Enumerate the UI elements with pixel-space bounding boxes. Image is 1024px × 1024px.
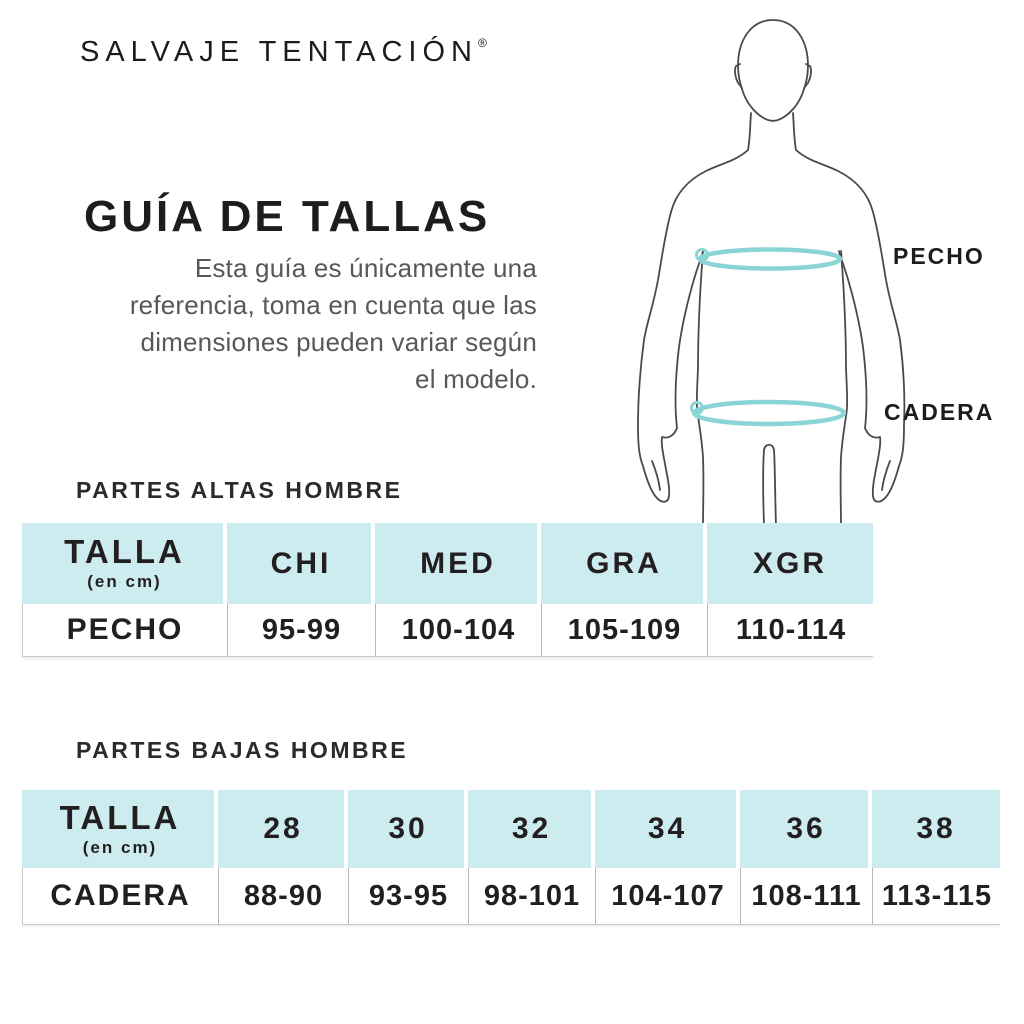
measurement-value-cell: 104-107 — [596, 868, 741, 924]
section-title-partes-bajas: PARTES BAJAS HOMBRE — [76, 737, 409, 763]
neck-right — [793, 113, 796, 150]
guide-description — [55, 250, 537, 398]
male-body-outline-figure — [600, 14, 1020, 528]
arm-right — [796, 150, 904, 502]
size-column-header: MED — [375, 523, 541, 604]
measurement-value-cell: 113-115 — [873, 868, 1001, 924]
size-column-header: 34 — [595, 790, 740, 868]
table-header-row — [22, 523, 873, 604]
talla-label: TALLA — [59, 798, 181, 836]
size-column-header: GRA — [541, 523, 707, 604]
brand-name: SALVAJE TENTACIÓN — [80, 36, 478, 68]
size-column-header-talla — [22, 523, 227, 604]
size-column-header: 30 — [348, 790, 468, 868]
size-column-header: 32 — [468, 790, 595, 868]
registered-trademark-symbol: ® — [477, 36, 487, 50]
description-line: referencia, toma en cuenta que las — [129, 290, 537, 320]
table-data-row — [22, 868, 1000, 925]
size-column-header: 28 — [218, 790, 348, 868]
body-outline — [638, 20, 904, 525]
arm-left — [638, 150, 748, 502]
measurement-value-cell: 95-99 — [228, 604, 376, 656]
size-column-header: XGR — [707, 523, 873, 604]
measurement-value-cell: 93-95 — [349, 868, 469, 924]
hip-label: CADERA — [884, 399, 995, 425]
measurement-row-label: CADERA — [23, 868, 219, 924]
description-line: el modelo. — [415, 364, 537, 394]
measurement-value-cell: 88-90 — [219, 868, 349, 924]
measurement-bands — [692, 250, 845, 425]
torso-right-leg — [841, 251, 848, 525]
hip-measure-line — [694, 402, 844, 424]
size-column-header: 38 — [872, 790, 1000, 868]
measurement-value-cell: 100-104 — [376, 604, 542, 656]
head-outline — [738, 20, 808, 121]
size-column-header-talla — [22, 790, 218, 868]
size-table-partes-bajas — [22, 790, 1000, 925]
neck-left — [748, 113, 751, 150]
measurement-value-cell: 108-111 — [741, 868, 873, 924]
table-header-row — [22, 790, 1000, 868]
talla-unit-label: (en cm) — [82, 837, 158, 857]
table-data-row — [22, 604, 873, 657]
torso-left-leg — [697, 251, 704, 525]
measurement-row-label: PECHO — [23, 604, 228, 656]
talla-label: TALLA — [64, 533, 185, 570]
section-title-partes-altas: PARTES ALTAS HOMBRE — [76, 477, 403, 503]
thumb-right — [882, 461, 890, 490]
brand-logo-text — [80, 36, 487, 69]
description-line: dimensiones pueden variar según — [140, 327, 537, 357]
measurement-value-cell: 110-114 — [708, 604, 874, 656]
measurement-value-cell: 105-109 — [542, 604, 708, 656]
chest-measure-line — [700, 250, 840, 269]
description-line: Esta guía es únicamente una — [194, 253, 537, 283]
size-column-header: 36 — [740, 790, 872, 868]
chest-label: PECHO — [893, 243, 985, 269]
thumb-left — [652, 461, 660, 490]
size-column-header: CHI — [227, 523, 375, 604]
inner-leg-gap — [763, 445, 776, 525]
measurement-value-cell: 98-101 — [469, 868, 596, 924]
size-table-partes-altas — [22, 523, 873, 657]
page-title: GUÍA DE TALLAS — [84, 192, 491, 241]
talla-unit-label: (en cm) — [87, 572, 162, 591]
